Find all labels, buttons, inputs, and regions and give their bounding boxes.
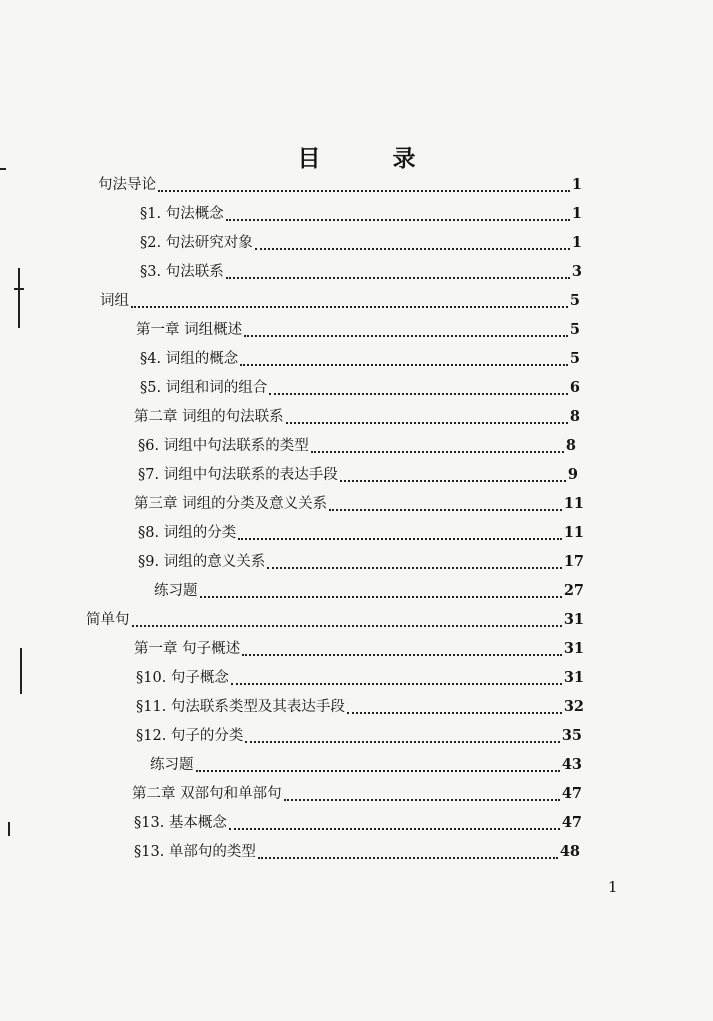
toc-entry-label: §6. 词组中句法联系的类型 <box>138 438 309 454</box>
toc-entry <box>134 636 584 662</box>
toc-entry <box>138 520 584 546</box>
dot-leader <box>238 538 562 540</box>
dot-leader <box>267 567 562 569</box>
dot-leader <box>329 509 562 511</box>
toc-entry-label: §1. 句法概念 <box>140 206 224 222</box>
toc-entry <box>154 578 584 604</box>
toc-entry <box>86 607 584 633</box>
dot-leader <box>200 596 562 598</box>
toc-entry-page: 43 <box>561 756 582 773</box>
scan-mark <box>20 648 22 694</box>
dot-leader <box>286 422 568 424</box>
toc-entry-page: 5 <box>569 292 580 309</box>
toc-entry <box>132 781 582 807</box>
toc-entry <box>138 433 576 459</box>
toc-entry <box>138 462 578 488</box>
toc-entry-page: 27 <box>563 582 584 599</box>
toc-entry-label: §11. 句法联系类型及其表达手段 <box>136 699 345 715</box>
toc-entry-page: 47 <box>561 814 582 831</box>
toc-entry-page: 9 <box>567 466 578 483</box>
toc-entry-label: §9. 词组的意义关系 <box>138 554 266 570</box>
toc-entry-page: 5 <box>569 350 580 367</box>
toc-entry-label: §3. 句法联系 <box>140 264 224 280</box>
toc-entry <box>140 230 582 256</box>
toc-entry-page: 31 <box>563 669 584 686</box>
toc-entry <box>140 375 580 401</box>
toc-entry <box>136 694 584 720</box>
scan-mark <box>8 822 10 836</box>
dot-leader <box>226 277 570 279</box>
toc-entry-label: §12. 句子的分类 <box>136 728 244 744</box>
dot-leader <box>158 190 570 192</box>
toc-entry <box>100 288 580 314</box>
toc-entry <box>134 491 584 517</box>
toc-entry <box>138 549 584 575</box>
toc-entry-page: 31 <box>563 640 584 657</box>
toc-entry-page: 1 <box>571 205 582 222</box>
toc-entry-label: §5. 词组和词的组合 <box>140 380 268 396</box>
dot-leader <box>255 248 570 250</box>
toc-entry-label: §2. 句法研究对象 <box>140 235 253 251</box>
dot-leader <box>244 335 568 337</box>
toc-entry <box>136 723 582 749</box>
dot-leader <box>311 451 564 453</box>
dot-leader <box>231 683 562 685</box>
dot-leader <box>269 393 568 395</box>
dot-leader <box>196 770 560 772</box>
toc-entry-label: §10. 句子概念 <box>136 670 229 686</box>
dot-leader <box>284 799 560 801</box>
toc-entry-page: 1 <box>571 176 582 193</box>
toc-entry <box>140 346 580 372</box>
toc-entry-label: 第二章 词组的句法联系 <box>134 409 284 425</box>
toc-entry-label: 第二章 双部句和单部句 <box>132 786 282 802</box>
toc-entry-page: 17 <box>563 553 584 570</box>
scan-mark <box>14 288 24 290</box>
toc-entry-label: 练习题 <box>154 583 198 599</box>
dot-leader <box>131 306 568 308</box>
dot-leader <box>229 828 560 830</box>
toc-entry <box>140 201 582 227</box>
dot-leader <box>258 857 558 859</box>
toc-entry-label: 简单句 <box>86 612 130 628</box>
title-char-1: 目 <box>297 146 321 172</box>
toc-entry-page: 11 <box>563 524 584 541</box>
toc-entry <box>136 665 584 691</box>
toc-entry-page: 1 <box>571 234 582 251</box>
toc-entry <box>134 839 580 865</box>
toc-entry-label: §13. 基本概念 <box>134 815 227 831</box>
toc-entry-page: 11 <box>563 495 584 512</box>
toc-entry-label: 练习题 <box>150 757 194 773</box>
toc-entry-label: §4. 词组的概念 <box>140 351 239 367</box>
toc-entry <box>134 404 580 430</box>
toc-entry-label: 词组 <box>100 293 129 309</box>
toc-entry-page: 8 <box>569 408 580 425</box>
dot-leader <box>226 219 570 221</box>
toc-entry-label: §13. 单部句的类型 <box>134 844 256 860</box>
toc-entry <box>140 259 582 285</box>
toc-entry-label: 句法导论 <box>98 177 156 193</box>
toc-entry <box>134 810 582 836</box>
toc-entry-page: 8 <box>565 437 576 454</box>
dot-leader <box>245 741 559 743</box>
toc-entry-page: 48 <box>559 843 580 860</box>
dot-leader <box>132 625 562 627</box>
scan-mark <box>18 268 20 328</box>
dot-leader <box>347 712 562 714</box>
toc-entry-label: §8. 词组的分类 <box>138 525 237 541</box>
toc-entry-page: 35 <box>561 727 582 744</box>
page-title <box>0 140 713 173</box>
toc-entry-label: 第三章 词组的分类及意义关系 <box>134 496 328 512</box>
toc-entry-page: 32 <box>563 698 584 715</box>
toc-entry-label: §7. 词组中句法联系的表达手段 <box>138 467 338 483</box>
toc-entry <box>136 317 580 343</box>
title-char-2: 录 <box>392 146 416 172</box>
toc-entry <box>150 752 582 778</box>
toc-entry-page: 6 <box>569 379 580 396</box>
dot-leader <box>242 654 562 656</box>
dot-leader <box>240 364 568 366</box>
toc-entry <box>98 172 582 198</box>
toc-entry-page: 3 <box>571 263 582 280</box>
toc-entry-label: 第一章 词组概述 <box>136 322 243 338</box>
toc-entry-page: 47 <box>561 785 582 802</box>
page-number: 1 <box>608 878 618 896</box>
dot-leader <box>340 480 566 482</box>
toc-entry-page: 31 <box>563 611 584 628</box>
toc-entry-page: 5 <box>569 321 580 338</box>
toc-entry-label: 第一章 句子概述 <box>134 641 241 657</box>
